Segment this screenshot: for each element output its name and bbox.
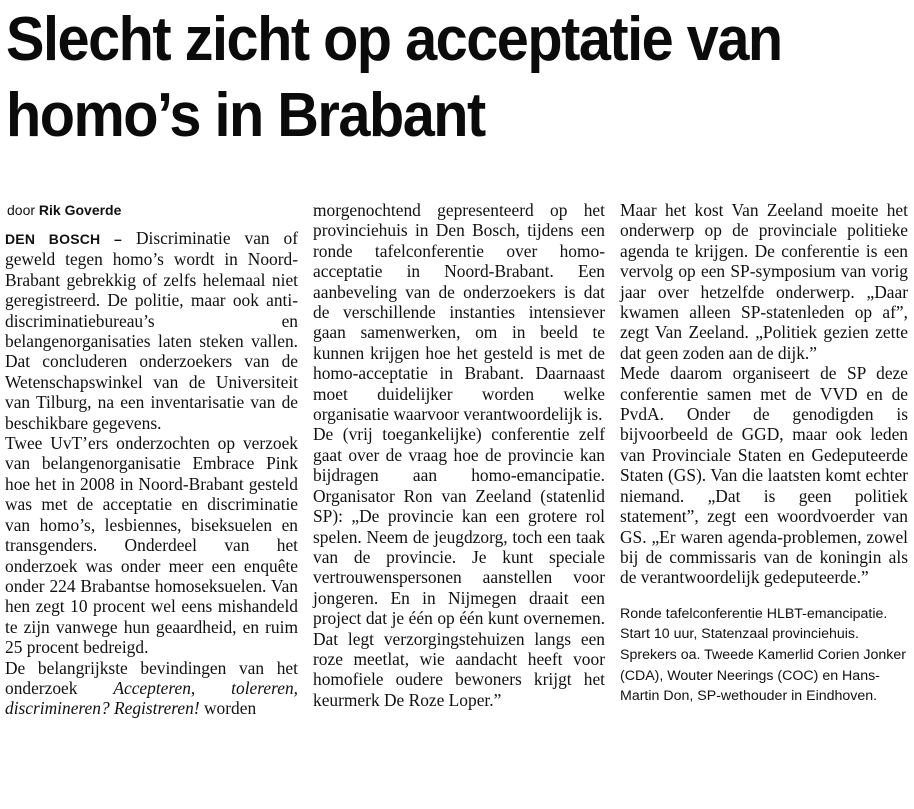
- byline: [7, 200, 298, 220]
- paragraph: Twee UvT’ers onderzochten op verzoek van belangenorganisatie Embrace Pink hoe het in 2008 in Noord-Brabant gesteld was met de acceptatie en discriminatie van homo’s, lesbiennes, biseksuelen en transgenders. Onderdeel van het onderzoek was onder meer een enquête onder 224 Brabantse homoseksuelen. Van hen zegt 10 procent wel eens mishandeld te zijn vanwege hun geaardheid, en ruim 25 procent bedreigd.: [5, 433, 298, 658]
- article-column-1: [5, 200, 298, 719]
- paragraph: morgenochtend gepresenteerd op het provinciehuis in Den Bosch, tijdens een ronde tafelconferentie over homo-acceptatie in Noord-Brabant. Een aanbeveling van de onderzoekers is dat de verschillende instanties intensiever gaan samenwerken, om in beeld te kunnen krijgen hoe het gesteld is met de homo-acceptatie in Brabant. Daarnaast moet duidelijker worden welke organisatie waarvoor verantwoordelijk is.: [313, 200, 605, 425]
- article-column-2: [313, 200, 605, 710]
- byline-prefix: door: [7, 202, 36, 218]
- article-column-3: [620, 200, 908, 707]
- paragraph: [5, 658, 298, 719]
- paragraph-text: De belangrijkste bevindingen van het onderzoek: [5, 657, 298, 698]
- report-title: Accepteren, tolereren, discrimineren? Registreren!: [5, 677, 298, 719]
- paragraph: Mede daarom organiseert de SP deze conferentie samen met de VVD en de PvdA. Onder de genodigden is bijvoorbeeld de GGD, maar ook leden van Provinciale Staten en Gedeputeerde Staten (GS). Van die laatsten komt echter niemand. „Dat is geen politiek statement”, zegt een woordvoerder van GS. „Er waren agenda-problemen, zowel bij de commissaris van de koningin als de verantwoordelijk gedeputeerde.”: [620, 363, 908, 588]
- paragraph-text: Discriminatie van of geweld tegen homo’s wordt in Noord-Brabant gebrekkig of zelfs helemaal niet geregistreerd. De politie, maar ook anti-discriminatiebureau’s en belangenorganisaties laten steken vallen. Dat concluderen onderzoekers van de Wetenschapswinkel van de Universiteit van Tilburg, na een inventarisatie van de beschikbare gegevens.: [5, 228, 299, 433]
- byline-author: Rik Goverde: [38, 202, 122, 218]
- paragraph: De (vrij toegankelijke) conferentie zelf gaat over de vraag hoe de provincie kan bijdragen aan homo-emancipatie. Organisator Ron van Zeeland (statenlid SP): „De provincie kan een grotere rol spelen. Neem de jeugdzorg, toch een taak van de provincie. Je kunt speciale vertrouwenspersonen aanstellen voor jongeren. En in Nijmegen draait een project dat je één op één kunt overnemen. Dat legt verzorgingstehuizen langs een roze meetlat, wie aandacht heeft voor homofiele oudere bewoners krijgt het keurmerk De Roze Loper.”: [313, 424, 605, 710]
- paragraph-intro: [5, 228, 298, 433]
- article-headline: Slecht zicht op acceptatie van homo’s in Brabant: [6, 5, 782, 150]
- event-info-box: Ronde tafelconferentie HLBT-emancipatie. Start 10 uur, Statenzaal provinciehuis. Sprekers oa. Tweede Kamerlid Corien Jonker (CDA), Wouter Neerings (COC) en Hans-Martin Don, SP-wethouder in Eindhoven.: [620, 605, 906, 705]
- paragraph: Maar het kost Van Zeeland moeite het onderwerp op de provinciale politieke agenda te krijgen. De conferentie is een vervolg op een SP-symposium van vorig jaar over hetzelfde onderwerp. „Daar kwamen alleen SP-statenleden op af”, zegt Van Zeeland. „Politiek gezien zette dat geen zoden aan de dijk.”: [620, 200, 908, 363]
- dateline: DEN BOSCH –: [5, 231, 123, 247]
- paragraph-text: worden: [204, 698, 257, 719]
